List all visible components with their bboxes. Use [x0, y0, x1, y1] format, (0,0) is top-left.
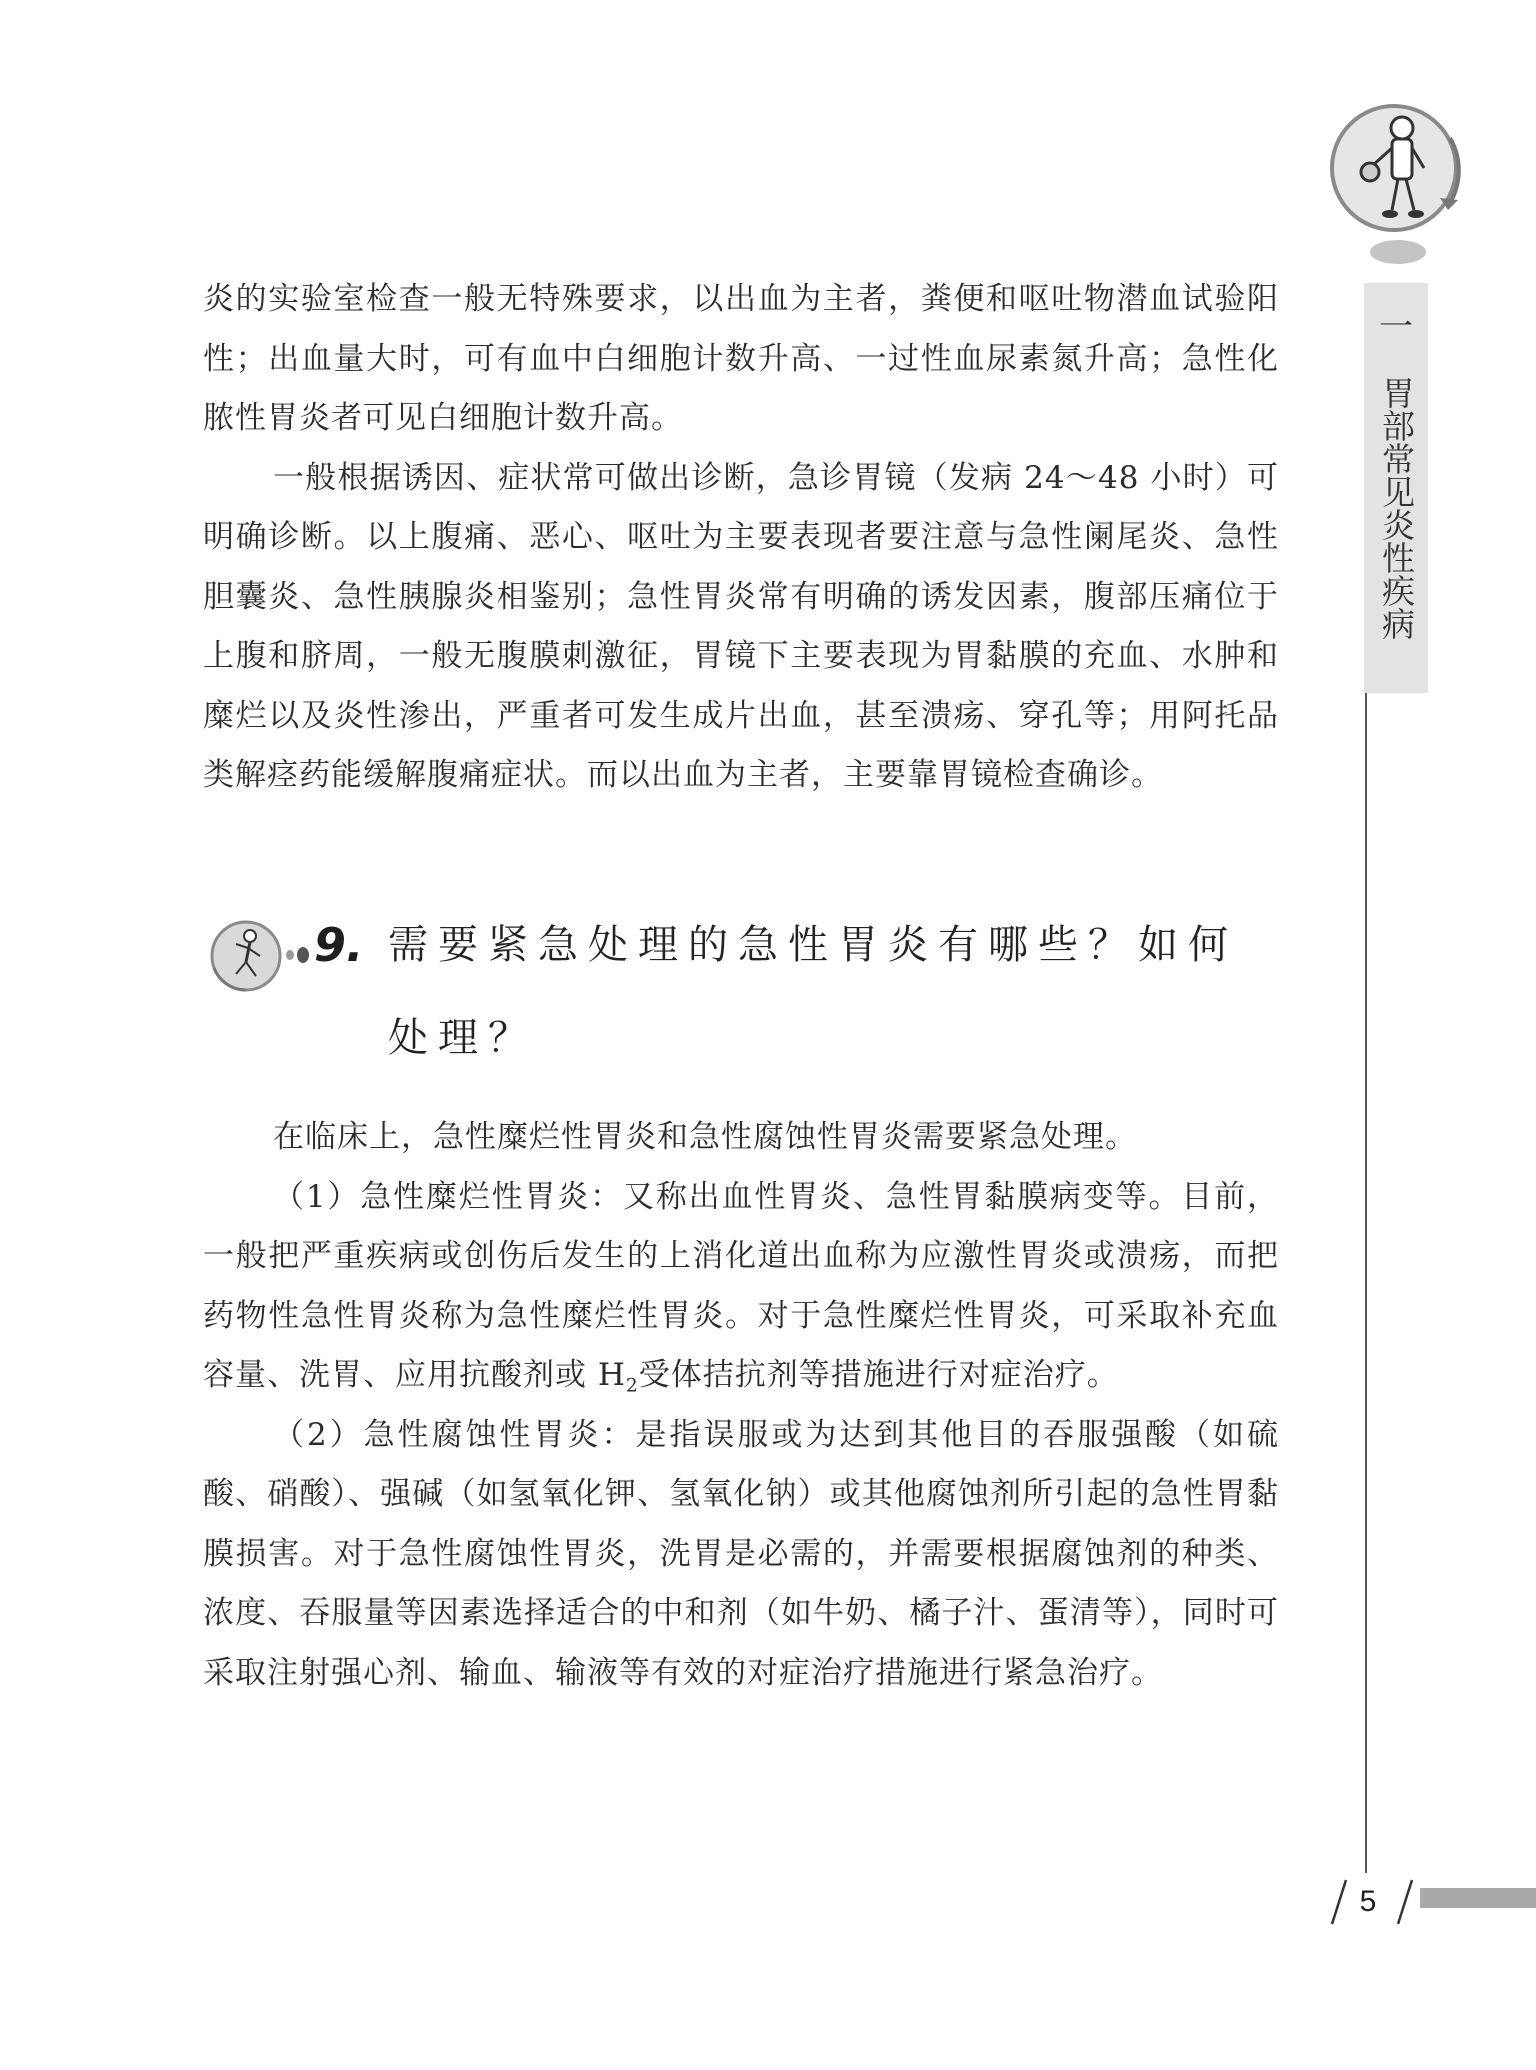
answer-intro: 在临床上，急性糜烂性胃炎和急性腐蚀性胃炎需要紧急处理。	[273, 1119, 1137, 1155]
question-dots-icon	[283, 930, 313, 980]
footer-bar	[1420, 1888, 1536, 1908]
answer-item-1-text-cont: 受体拮抗剂等措施进行对症治疗。	[638, 1357, 1119, 1393]
question-title-line2: 处理？	[388, 1015, 538, 1061]
side-rule	[1365, 693, 1367, 1873]
body-text-answer	[203, 1108, 1279, 1703]
paragraph: 炎的实验室检查一般无特殊要求，以出血为主者，粪便和呕吐物潜血试验阳性；出血量大时，可有血中白细胞计数升高、一过性血尿素氮升高；急性化脓性胃炎者可见白细胞计数升高。	[203, 281, 1279, 436]
mascot-icon	[1320, 98, 1480, 268]
page-number-slash-right	[1396, 1878, 1414, 1926]
answer-item-1-text: （1）急性糜烂性胃炎：又称出血性胃炎、急性胃黏膜病变等。目前，一般把严重疾病或创伤后发生的上消化道出血称为应激性胃炎或溃疡，而把药物性急性胃炎称为急性糜烂性胃炎。对于急性糜烂性胃炎，可采取补充血容量、洗胃、应用抗酸剂或 H	[203, 1178, 1279, 1393]
question-runner-icon	[206, 916, 286, 996]
page-number-slash-left	[1330, 1878, 1348, 1926]
subscript: 2	[625, 1375, 639, 1397]
answer-item-2: （2）急性腐蚀性胃炎：是指误服或为达到其他目的吞服强酸（如硫酸、硝酸）、强碱（如氢氧化钾、氢氧化钠）或其他腐蚀剂所引起的急性胃黏膜损害。对于急性腐蚀性胃炎，洗胃是必需的，并需要根据腐蚀剂的种类、浓度、吞服量等因素选择适合的中和剂（如牛奶、橘子汁、蛋清等），同时可采取注射强心剂、输血、输液等有效的对症治疗措施进行紧急治疗。	[203, 1416, 1279, 1691]
question-title-line1: 需要紧急处理的急性胃炎有哪些？如何	[388, 922, 1238, 968]
page-number: 5	[1359, 1885, 1377, 1918]
body-text-top	[203, 270, 1279, 806]
question-number: 9.	[314, 918, 364, 972]
chapter-title: 胃部常见炎性疾病	[1377, 376, 1416, 640]
paragraph: 一般根据诱因、症状常可做出诊断，急诊胃镜（发病 24～48 小时）可明确诊断。以上腹痛、恶心、呕吐为主要表现者要注意与急性阑尾炎、急性胆囊炎、急性胰腺炎相鉴别；急性胃炎常有明确的诱发因素，腹部压痛位于上腹和脐周，一般无腹膜刺激征，胃镜下主要表现为胃黏膜的充血、水肿和糜烂以及炎性渗出，严重者可发生成片出血，甚至溃疡、穿孔等；用阿托品类解痉药能缓解腹痛症状。而以出血为主者，主要靠胃镜检查确诊。	[203, 459, 1279, 793]
chapter-number: 一	[1379, 307, 1413, 347]
answer-item-1	[203, 1168, 1279, 1406]
